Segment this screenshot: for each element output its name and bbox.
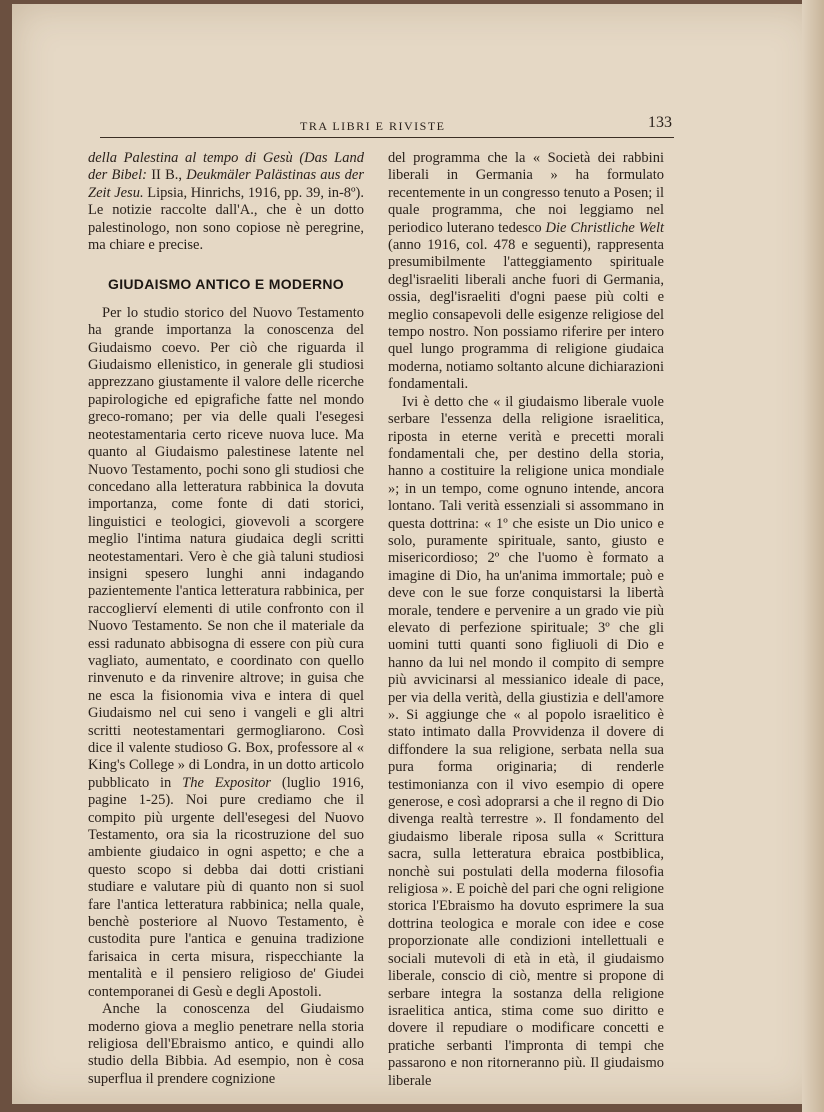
intro-text-2: Lipsia, Hinrichs, 1916, pp. 39, in-8º). Le notizie raccolte dall'A., che è un dotto palestinologo, non sono copiose nè peregrine, ma chiare e precise.	[88, 184, 364, 254]
intro-italic-1: della Palestina al tempo di Gesù (Das Land der Bibel:	[88, 150, 364, 184]
paragraph: Ivi è detto che « il giudaismo liberale vuole serbare l'essenza della religione israelitica, riposta in eterne verità e precetti morali fondamentali che, per destino della storia, hanno a costituire la religione unica mondiale »; in un tempo, come ognuno intende, ancora lontano. Tali verità essenziali si assommano in questa dottrina: « 1º che esiste un Dio unico e solo, puramente spirituale, santo, giusto e misericordioso; 2º che l'uomo è formato a imagine di Dio, ha un'anima immortale; può e deve con le sue forze conquistarsi la libertà morale, tendere e pervenire a un grado vie più elevato di perfezione spirituale; 3º che gli uomini tutti quanti sono figliuoli di Dio e hanno da lui nel mondo il compito di sempre più avvicinarsi al messianico ideale di pace, per via della verità, della giustizia e dell'amore ». Si aggiunge che « al popolo israelitico è stato intimato dalla Provvidenza il dovere di diffondere la sua religione, serbata nella sua pura forma originaria; di renderle testimonianza con il vivo esempio di opere generose, e così adoprarsi a che il regno di Dio divenga realtà terrestre ». Il fondamento del giudaismo liberale riposa sulla « Scrittura sacra, sulla letteratura ebraica postbiblica, nonchè sui postulati della moderna filosofia religiosa ». E poichè del pari che ogni religione storica l'Ebraismo ha dovuto esprimere la sua dottrina teologica e morale con idee e cose proporzionate alle condizioni intellettuali e sociali mutevoli di età in età, il giudaismo liberale, conscio di ciò, mentre si propone di serbare integra la sostanza della religione israelitica antica, stima come suo diritto e dovere il repudiare o modificare concetti e pratiche serbanti l'impronta di tempi che passarono e non ritorneranno più. Il giudaismo liberale	[388, 393, 664, 1089]
paragraph-text: (anno 1916, col. 478 e seguenti), rappresenta presumibilmente l'atteggiamento spirituale degl'israeliti liberali anche fuori di Germania, ossia, degl'israeliti d'ogni paese più colti e meglio consapevoli delle esigenze religiose del tempo nostro. Non possiamo riferire per intero quel lungo programma di religione giudaica moderna, notiamo soltanto alcune dichiarazioni fondamentali.	[388, 237, 664, 393]
page-edge	[802, 0, 824, 1112]
paragraph	[388, 150, 664, 394]
section-heading: GIUDAISMO ANTICO E MODERNO	[108, 276, 344, 293]
paragraph	[88, 305, 364, 1001]
intro-italic-2: Deukmäler Palästinas aus der Zeit Jesu.	[88, 167, 364, 201]
periodical-title: Die Christliche Welt	[545, 219, 665, 236]
paragraph-text: del programma che la « Società dei rabbini liberali in Germania » ha formulato recentemente in un congresso tenuto a Posen; il quale programma, che noi leggiamo nel periodico luterano tedesco	[388, 150, 664, 236]
paragraph-text: (luglio 1916, pagine 1-25). Noi pure crediamo che il compito più urgente dell'esegesi del Nuovo Testamento, ora sia la ricostruzione del suo ambiente giudaico in ogni aspetto; e che a questo scopo si debba dai dotti cristiani studiare e valutare più di quanto non si suol fare l'antica letteratura rabbinica; nella quale, benchè posteriore al Nuovo Testamento, è custodita pure l'antica e genuina tradizione farisaica in certa misura, rispecchiante la mentalità e il pensiero religioso de' Giudei contemporanei di Gesù e degli Apostoli.	[88, 774, 364, 1000]
paragraph: Anche la conoscenza del Giudaismo moderno giova a meglio penetrare nella storia religiosa dell'Ebraismo antico, e quindi allo studio della Bibbia. Ad esempio, non è cosa superflua il prendere cognizione	[88, 1001, 364, 1087]
intro-text-1: II B.,	[146, 167, 187, 184]
right-column	[388, 150, 664, 1090]
page-number: 133	[648, 114, 672, 131]
left-column	[88, 150, 364, 1088]
journal-title: The Expositor	[182, 774, 272, 791]
page-header	[100, 113, 674, 138]
paragraph-text: Per lo studio storico del Nuovo Testamento ha grande importanza la conoscenza del Giudaismo coevo. Per ciò che riguarda il Giudaismo ellenistico, in generale gli studiosi apprezzano giustamente il valore delle ricerche papirologiche ed epigrafiche fatte nel mondo greco-romano; per via delle quali l'esegesi neotestamentaria certo riceve nuova luce. Ma quanto al Giudaismo palestinese latente nel Nuovo Testamento, pochi sono gli studiosi che concedano alla letteratura rabbinica la dovuta importanza, come fonte di dati storici, linguistici e teologici, giovevoli a scorgere meglio l'intima natura giudaica degli scritti neotestamentari. Vero è che già taluni studiosi insigni spesero lunghi anni indagando pazientemente l'antica letteratura rabbinica, per raccoglierví elementi di utile confronto con il Nuovo Testamento. Se non che il materiale da essi radunato abbisogna di essere con più cura vagliato, aumentato, e coordinato con quello rinvenuto e da rinvenire altrove; in guisa che ne esca la fisionomia viva e intera di quel Giudaismo nel cui seno i vangeli e gli altri scritti neotestamentari germogliarono. Così dice il valente studioso G. Box, professore al « King's College » di Londra, in un dotto articolo pubblicato in	[88, 304, 364, 791]
intro-paragraph	[88, 150, 364, 254]
running-title: TRA LIBRI E RIVISTE	[300, 119, 446, 133]
